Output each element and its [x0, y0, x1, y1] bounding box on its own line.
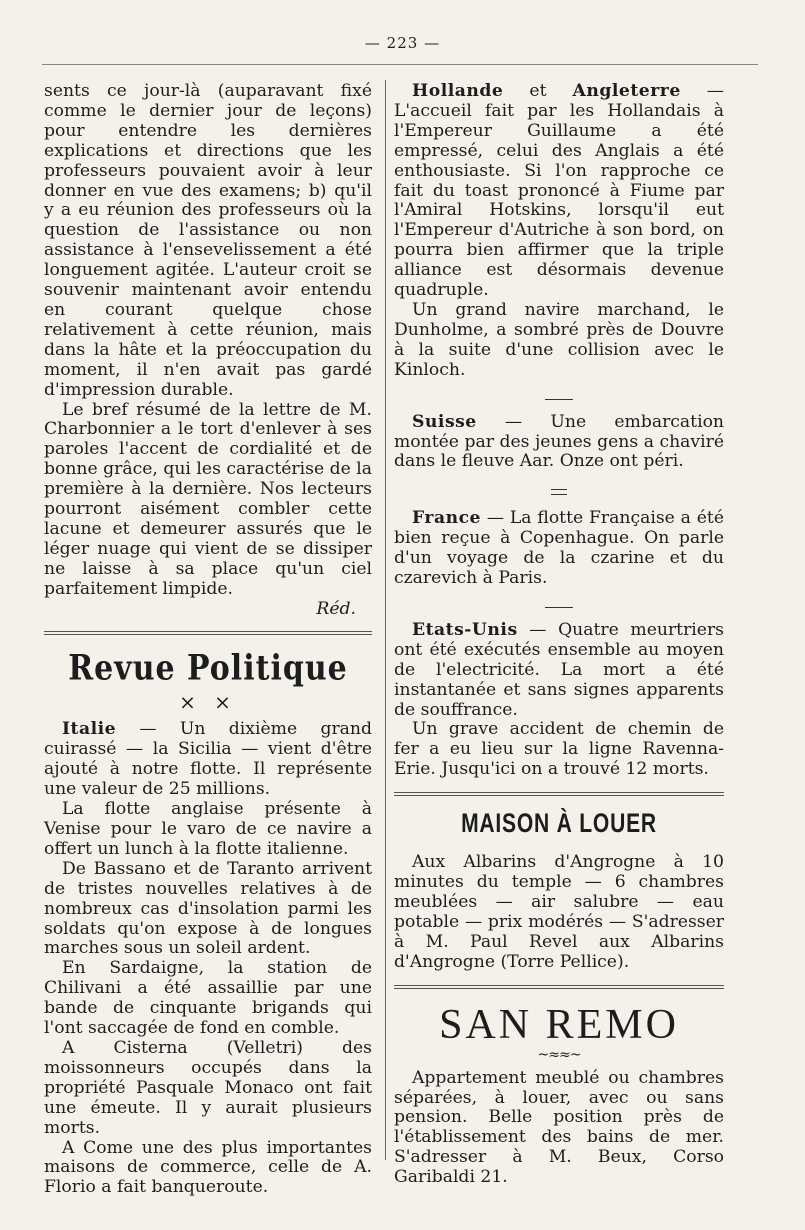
news-paragraph: A Cisterna (Velletri) des moissonneurs occupés dans la propriété Pasquale Monaco ont fait une émeute. Il y aurait plusieurs morts.: [44, 1037, 372, 1138]
italie-paragraph: [44, 720, 372, 800]
suisse-text: — Une embarcation montée par des jeunes gens a chaviré dans le fleuve Aar. Onze ont péri.: [394, 411, 724, 472]
news-paragraph: La flotte anglaise présente à Venise pour le varo de ce navire a offert un lunch à la flotte italienne.: [44, 799, 372, 859]
ad-maison-title: MAISON À LOUER: [461, 808, 657, 839]
double-rule: [394, 985, 724, 989]
italie-heading: Italie: [62, 719, 117, 740]
france-heading: France: [412, 508, 481, 529]
news-paragraph: De Bassano et de Taranto arrivent de tristes nouvelles relatives à de nombreux cas d'insolation parmi les soldats qu'on expose à de longues marches sous un soleil ardent.: [44, 858, 372, 959]
hollande-heading: Hollande: [412, 81, 504, 101]
section-title: Revue Politique: [68, 648, 348, 690]
news-paragraph: A Come une des plus importantes maisons de commerce, celle de A. Florio a fait banqueroute.: [44, 1137, 372, 1198]
left-column: [44, 82, 372, 1198]
etats-unis-paragraph: [394, 621, 724, 721]
header-rule: [42, 64, 758, 65]
news-paragraph: En Sardaigne, la station de Chilivani a été assaillie par une bande de cinquante brigands qui l'ont saccagée de fond en comble.: [44, 958, 372, 1039]
ad-maison-text: Aux Albarins d'Angrogne à 10 minutes du temple — 6 chambres meublées — air salubre — eau potable — prix modérés — S'adresser à M. Paul Revel aux Albarins d'Angrogne (Torre Pellice).: [394, 852, 724, 972]
suisse-paragraph: [394, 413, 724, 473]
flourish-ornament: ~≈≈~: [537, 1046, 581, 1063]
letter-summary: Le bref résumé de la lettre de M. Charbonnier a le tort d'enlever à ses paroles l'accent de cordialité et de bonne grâce, qui les caractérise de la première à la dernière. Nos lecteurs pourront aisément combler cette lacune et demeurer assurés que le léger nuage qui vient de se dissiper ne laisse à sa place qu'un ciel parfaitement limpide.: [44, 399, 372, 599]
france-paragraph: [394, 509, 724, 589]
column-divider: [385, 80, 386, 1160]
etats-unis-text: — Quatre meurtriers ont été exécutés ensemble au moyen de l'electricité. La mort a été instantanée et sans signes apparents de souffrance.: [394, 619, 724, 720]
italie-text: — Un dixième grand cuirassé — la Sicilia — vient d'être ajouté à notre flotte. Il représente une valeur de 25 millions.: [44, 719, 372, 800]
hollande-paragraph: [394, 82, 724, 301]
ad-sanremo-title: SAN REMO: [439, 1001, 679, 1048]
ad-sanremo: [394, 1001, 724, 1188]
separator: [394, 597, 724, 611]
separator: [394, 480, 724, 499]
navire-paragraph: Un grand navire marchand, le Dunholme, a sombré près de Douvre à la suite d'une collision avec le Kinloch.: [394, 299, 724, 380]
page-number: — 223 —: [364, 34, 441, 52]
etats-unis-heading: Etats-Unis: [412, 619, 518, 640]
conjunction: et: [503, 81, 573, 101]
signature: Réd.: [316, 598, 356, 619]
ad-maison: [394, 808, 724, 972]
accident-paragraph: Un grave accident de chemin de fer a eu lieu sur la ligne Ravenna-Erie. Jusqu'ici on a trouvé 12 morts.: [394, 719, 724, 780]
double-rule: [394, 792, 724, 796]
separator: [394, 389, 724, 403]
ad-sanremo-text: Appartement meublé ou chambres séparées, à louer, avec ou sans pension. Belle position près de l'établissement des bains de mer. S'adresser à M. Beux, Corso Garibaldi 21.: [394, 1067, 724, 1188]
angleterre-heading: Angleterre: [572, 81, 681, 101]
france-text: — La flotte Française a été bien reçue à Copenhague. On parle d'un voyage de la czarine et du czarevich à Paris.: [394, 508, 724, 589]
letter-continuation: sents ce jour-là (auparavant fixé comme le dernier jour de leçons) pour entendre les dernières explications et directions que les professeurs pouvaient avoir à leur donner en vue des examens; b) qu'il y a eu réunion des professeurs où la question de l'assistance ou non assistance à l'ensevelissement a été longuement agitée. L'auteur croit se souvenir maintenant avoir entendu en courant quelque chose relativement à cette réunion, mais dans la hâte et la préoccupation du moment, il n'en avait pas gardé d'impression durable.: [44, 81, 372, 400]
double-rule: [44, 631, 372, 635]
section-mark: × ×: [179, 690, 237, 715]
right-column: [394, 82, 724, 1188]
suisse-heading: Suisse: [412, 411, 477, 432]
hollande-text: — L'accueil fait par les Hollandais à l'Empereur Guillaume a été empressé, celui des Anglais a été enthousiaste. Si l'on rapproche ce fait du toast prononcé à Fiume par l'Amiral Hotskins, lorsqu'il eut l'Empereur d'Autriche à son bord, on pourra bien affirmer que la triple alliance est désormais devenue quadruple.: [394, 81, 724, 301]
